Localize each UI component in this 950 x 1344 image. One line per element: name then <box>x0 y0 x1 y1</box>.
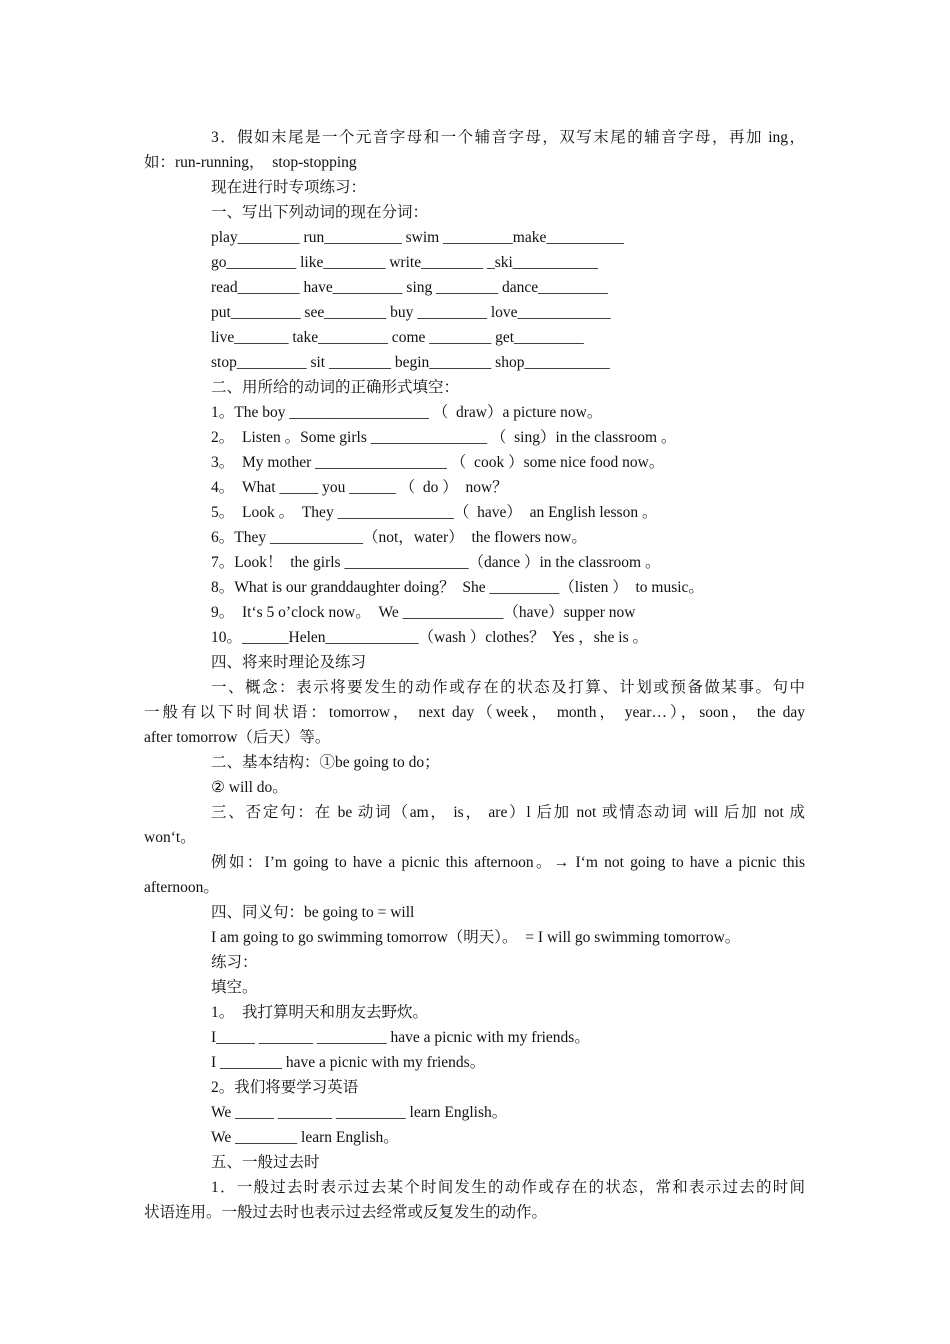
exercise-line: read________ have_________ sing ________ dance_________ <box>211 279 608 296</box>
section-heading: 四、将来时理论及练习 <box>211 654 367 671</box>
text-line: afternoon。 <box>144 879 219 896</box>
exercise-line: 4。 What _____ you ______ （ do ） now？ <box>211 479 508 496</box>
exercise-line: I_____ _______ _________ have a picnic with my friends。 <box>211 1029 590 1046</box>
text-line: 一般有以下时间状语：tomorrow， next day（week， month， year…），soon， the day <box>144 704 805 721</box>
text-line: 3．假如末尾是一个元音字母和一个辅音字母，双写末尾的辅音字母，再加 ing， <box>211 129 805 146</box>
exercise-line: 6。They ____________（not，water） the flowers now。 <box>211 529 587 546</box>
section-heading: 现在进行时专项练习： <box>211 179 367 196</box>
exercise-line: 3。 My mother _________________ （ cook ）some nice food now。 <box>211 454 665 471</box>
text-line: 状语连用。一般过去时也表示过去经常或反复发生的动作。 <box>144 1204 548 1221</box>
text-line: after tomorrow（后天）等。 <box>144 729 331 746</box>
exercise-line: go_________ like________ write________ _ski___________ <box>211 254 599 271</box>
text-line: 四、同义句：be going to = will <box>211 904 415 921</box>
text-line: 如：run-running， stop-stopping <box>144 154 357 171</box>
exercise-line: 9。 It‘s 5 o’clock now。 We _____________（have）supper now <box>211 604 636 621</box>
exercise-line: 7。Look！ the girls ________________（dance ）in the classroom 。 <box>211 554 661 571</box>
exercise-line: stop_________ sit ________ begin________ shop___________ <box>211 354 610 371</box>
text-line: 三、否定句：在 be 动词（am， is， are）l 后加 not 或情态动词 will 后加 not 成 <box>211 804 805 821</box>
section-heading: 练习： <box>211 954 258 971</box>
exercise-line: put_________ see________ buy _________ love____________ <box>211 304 611 321</box>
text-line: I am going to go swimming tomorrow（明天）。 = I will go swimming tomorrow。 <box>211 929 741 946</box>
section-heading: 二、用所给的动词的正确形式填空： <box>211 379 460 396</box>
section-heading: 五、一般过去时 <box>211 1154 320 1171</box>
section-heading: 一、写出下列动词的现在分词： <box>211 204 429 221</box>
text-line: won‘t。 <box>144 829 196 846</box>
exercise-line: live_______ take_________ come ________ get_________ <box>211 329 584 346</box>
text-line: 一、概念：表示将要发生的动作或存在的状态及打算、计划或预备做某事。句中 <box>211 679 805 696</box>
exercise-line: 8。What is our granddaughter doing？ She _________（listen ） to music。 <box>211 579 704 596</box>
exercise-line: We ________ learn English。 <box>211 1129 399 1146</box>
section-heading: 填空。 <box>211 979 258 996</box>
text-line: 二、基本结构：①be going to do； <box>211 754 440 771</box>
exercise-line: 1。 我打算明天和朋友去野炊。 <box>211 1004 429 1021</box>
exercise-line: 10。______Helen____________（wash ）clothes？ Yes ，she is 。 <box>211 629 648 646</box>
exercise-line: 5。 Look 。 They _______________（ have） an English lesson 。 <box>211 504 658 521</box>
text-line: 1．一般过去时表示过去某个时间发生的动作或存在的状态，常和表示过去的时间 <box>211 1179 805 1196</box>
exercise-line: 2。 Listen 。Some girls _______________ （ sing）in the classroom 。 <box>211 429 677 446</box>
text-line: ② will do。 <box>211 779 288 796</box>
exercise-line: I ________ have a picnic with my friends。 <box>211 1054 486 1071</box>
exercise-line: We _____ _______ _________ learn English。 <box>211 1104 508 1121</box>
exercise-line: 2。我们将要学习英语 <box>211 1079 359 1096</box>
exercise-line: play________ run__________ swim _________make__________ <box>211 229 624 246</box>
exercise-line: 1。The boy __________________ （ draw）a picture now。 <box>211 404 603 421</box>
text-line: 例如：I’m going to have a picnic this afternoon。→ I‘m not going to have a picnic this <box>211 854 805 871</box>
